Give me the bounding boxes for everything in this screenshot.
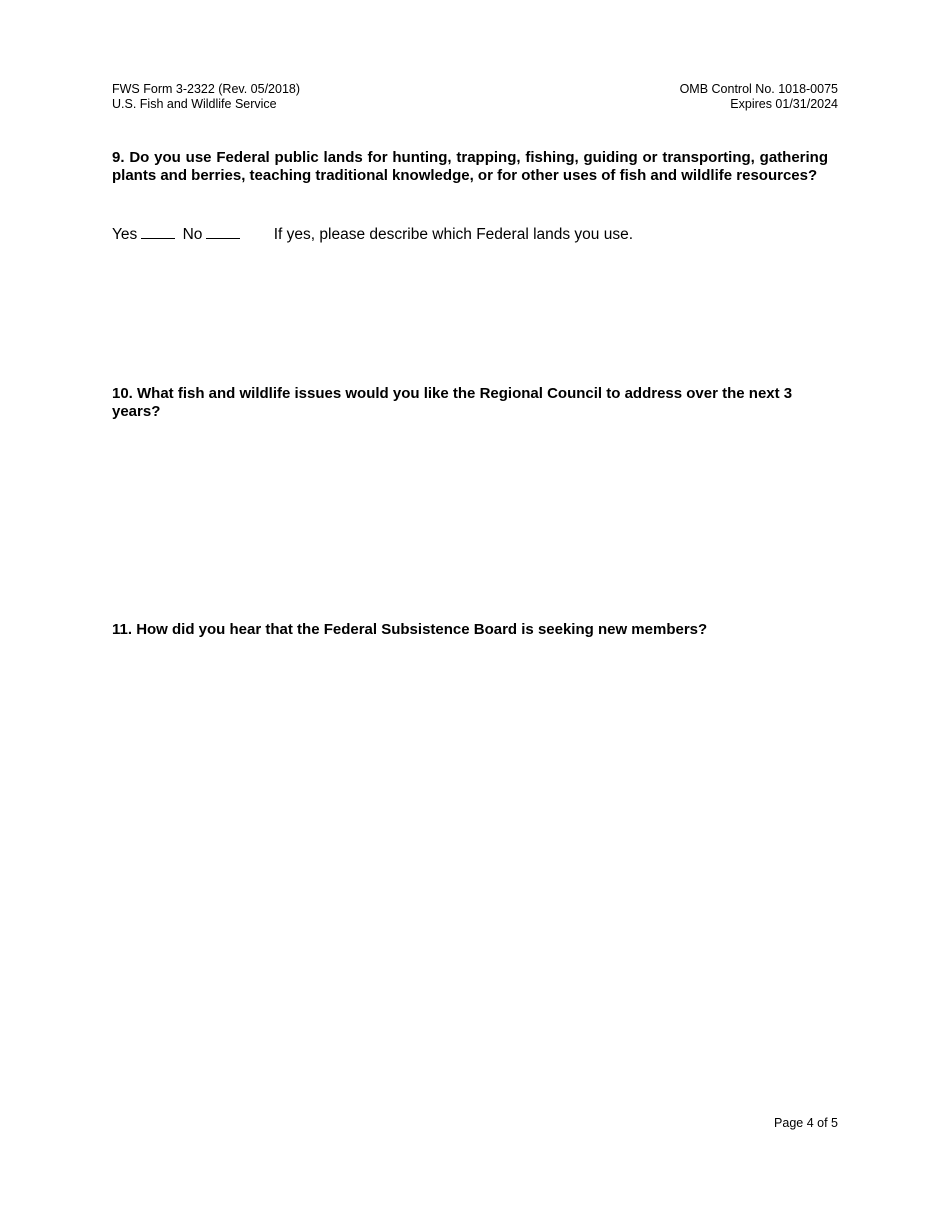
no-blank[interactable] xyxy=(206,224,240,239)
question-10: 10. What fish and wildlife issues would you like the Regional Council to address over the next 3 years? xyxy=(112,385,793,420)
question-9-answer-line xyxy=(112,224,633,244)
question-9-followup: If yes, please describe which Federal lands you use. xyxy=(273,226,634,243)
no-label: No xyxy=(182,226,203,243)
question-11: 11. How did you hear that the Federal Subsistence Board is seeking new members? xyxy=(112,621,708,638)
form-header-right xyxy=(680,82,838,112)
omb-control-number: OMB Control No. 1018-0075 xyxy=(679,82,838,96)
yes-label: Yes xyxy=(112,226,138,243)
expiration-date: Expires 01/31/2024 xyxy=(730,97,838,111)
form-number: FWS Form 3-2322 (Rev. 05/2018) xyxy=(112,82,301,96)
yes-blank[interactable] xyxy=(141,224,175,239)
agency-name: U.S. Fish and Wildlife Service xyxy=(112,97,277,111)
form-header-left xyxy=(112,82,300,112)
page-number: Page 4 of 5 xyxy=(774,1116,838,1130)
question-9: 9. Do you use Federal public lands for hunting, trapping, fishing, guiding or transporting, gathering plants and berries, teaching traditional knowledge, or for other uses of fish and wildlife resources? xyxy=(112,149,828,184)
